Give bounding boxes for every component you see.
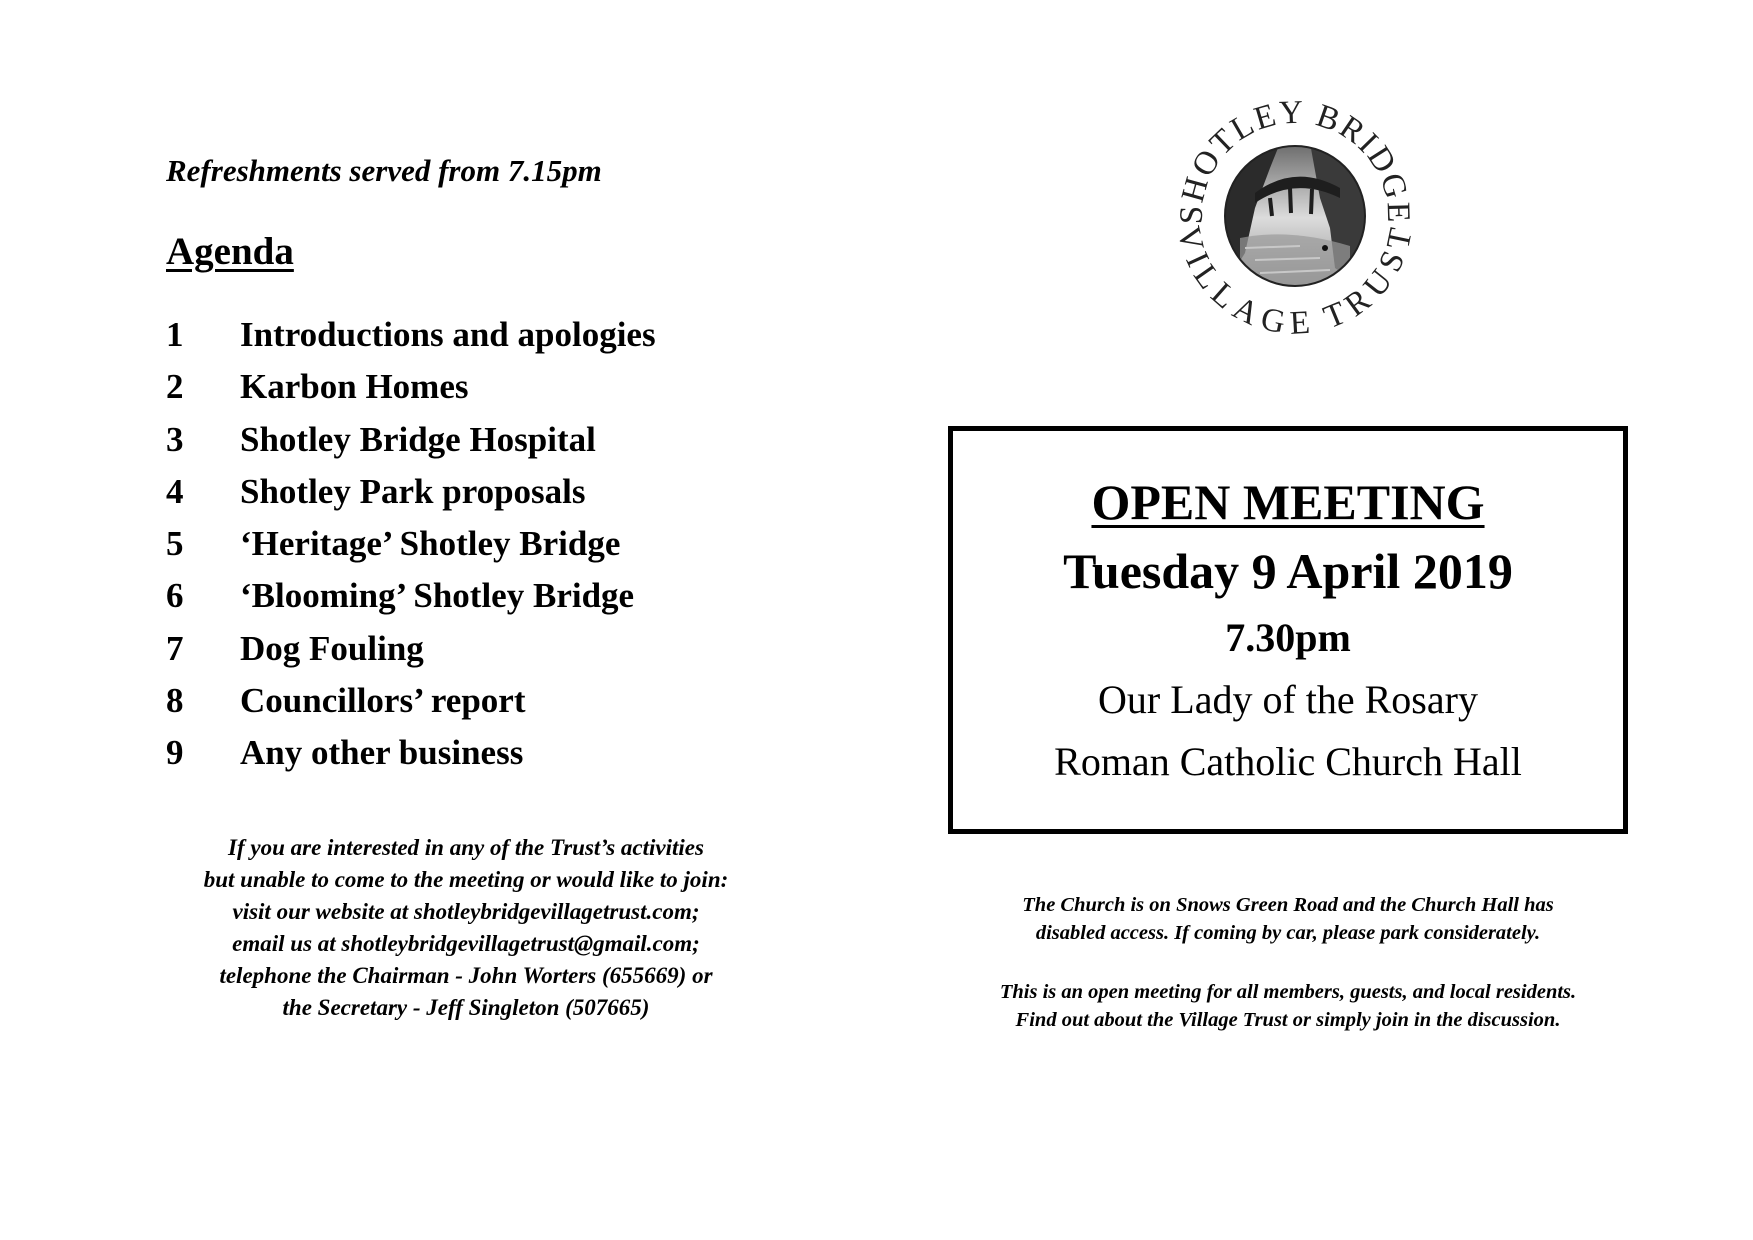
- bridge-photo: [1220, 143, 1370, 293]
- location-note-line: The Church is on Snows Green Road and the Church Hall has: [1022, 894, 1554, 916]
- agenda-item-text: ‘Heritage’ Shotley Bridge: [240, 524, 621, 564]
- refreshments-note: Refreshments served from 7.15pm: [166, 153, 602, 188]
- contact-line: visit our website at shotleybridgevillagetrust.com;: [232, 899, 700, 924]
- agenda-item-number: 6: [166, 576, 184, 616]
- contact-line: telephone the Chairman - John Worters (655669) or: [219, 963, 713, 988]
- logo-top-text: SHOTLEY BRIDGE: [1173, 94, 1417, 225]
- contact-line: If you are interested in any of the Trust’s activities: [228, 835, 704, 860]
- village-trust-logo: [1160, 88, 1430, 358]
- agenda-heading: Agenda: [166, 230, 294, 273]
- meeting-date: Tuesday 9 April 2019: [1063, 543, 1513, 599]
- logo-bottom-text: VILLAGE TRUST: [1169, 223, 1421, 342]
- open-meeting-note: [948, 978, 1628, 1034]
- agenda-item-number: 2: [166, 367, 184, 407]
- open-note-line: Find out about the Village Trust or simply join in the discussion.: [1015, 1009, 1561, 1031]
- agenda-item-text: Shotley Bridge Hospital: [240, 419, 596, 459]
- meeting-venue-line1: Our Lady of the Rosary: [1098, 677, 1478, 722]
- agenda-item-text: Dog Fouling: [240, 628, 424, 668]
- agenda-item-text: Any other business: [240, 733, 524, 773]
- meeting-details-box: [948, 426, 1628, 834]
- location-note-line: disabled access. If coming by car, please park considerately.: [1035, 922, 1541, 944]
- agenda-item-number: 3: [166, 419, 184, 459]
- meeting-time: 7.30pm: [1225, 615, 1351, 660]
- agenda-item-number: 8: [166, 681, 184, 721]
- contact-line: the Secretary - Jeff Singleton (507665): [282, 995, 650, 1020]
- contact-info: [166, 832, 766, 1024]
- contact-line: but unable to come to the meeting or would like to join:: [203, 867, 729, 892]
- agenda-item-number: 9: [166, 733, 184, 773]
- agenda-item-text: Shotley Park proposals: [240, 471, 586, 511]
- agenda-item-number: 1: [166, 315, 184, 354]
- agenda-item-text: Councillors’ report: [240, 681, 526, 721]
- agenda-item-number: 7: [166, 628, 184, 668]
- open-note-line: This is an open meeting for all members, guests, and local residents.: [999, 981, 1577, 1003]
- agenda-item-text: ‘Blooming’ Shotley Bridge: [240, 576, 635, 616]
- meeting-title: OPEN MEETING: [1091, 474, 1485, 530]
- meeting-venue-line2: Roman Catholic Church Hall: [1054, 739, 1522, 784]
- agenda-item-text: Introductions and apologies: [240, 315, 656, 354]
- contact-line: email us at shotleybridgevillagetrust@gmail.com;: [232, 931, 700, 956]
- agenda-item-text: Karbon Homes: [240, 367, 469, 407]
- agenda-item-number: 4: [166, 471, 184, 511]
- location-note: [948, 891, 1628, 947]
- agenda-item-number: 5: [166, 524, 184, 564]
